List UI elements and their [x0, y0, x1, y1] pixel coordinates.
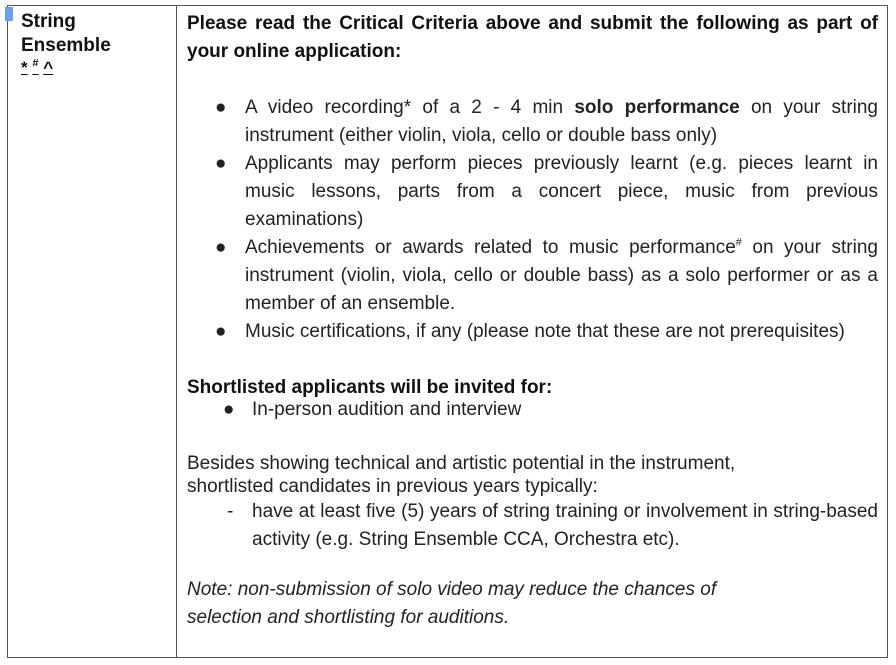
row-label-cell [21, 10, 171, 78]
symbol-hash: # [32, 57, 39, 70]
bullet-icon: ● [215, 153, 227, 174]
note-text: Note: non-submission of solo video may reduce the chances of selection and shortlisting for auditions. [187, 579, 717, 628]
requirements-cell [187, 10, 878, 632]
dash-item: - have at least five (5) years of string training or involvement in string-based activity (e.g. String Ensemble CCA, Orchestra etc). [187, 498, 878, 554]
list-item: ● Achievements or awards related to music performance# on your string instrument (violin, viola, cello or double bass) as a solo performer or as a member of an ensemble. [187, 234, 878, 318]
bullet-icon: ● [215, 237, 227, 258]
bullet-icon: ● [223, 399, 235, 420]
symbol-asterisk: * [21, 58, 28, 77]
bullet-icon: ● [215, 97, 227, 118]
intro-heading: Please read the Critical Criteria above and submit the following as part of your online application: [187, 13, 878, 62]
row-symbols [21, 58, 171, 78]
list-item: ● Applicants may perform pieces previously learnt (e.g. pieces learnt in music lessons, parts from a concert piece, music from previous examinations) [187, 150, 878, 234]
shortlist-list [187, 396, 878, 424]
bookmark-marker-icon [5, 7, 13, 21]
requirements-list [187, 94, 878, 346]
besides-text: Besides showing technical and artistic potential in the instrument, shortlisted candidates in previous years typically: [187, 453, 736, 497]
criteria-table [7, 5, 888, 658]
list-item: ● In-person audition and interview [187, 396, 878, 424]
bullet-icon: ● [215, 321, 227, 342]
list-item: ● Music certifications, if any (please note that these are not prerequisites) [187, 318, 878, 346]
symbol-caret: ^ [43, 58, 54, 77]
list-item: ● A video recording* of a 2 - 4 min solo performance on your string instrument (either violin, viola, cello or double bass only) [187, 94, 878, 150]
shortlist-heading: Shortlisted applicants will be invited for: [187, 377, 553, 398]
row-label-line2: Ensemble [21, 35, 111, 56]
column-divider [176, 6, 177, 657]
row-label-line1: String [21, 11, 76, 32]
dash-icon: - [227, 501, 234, 522]
